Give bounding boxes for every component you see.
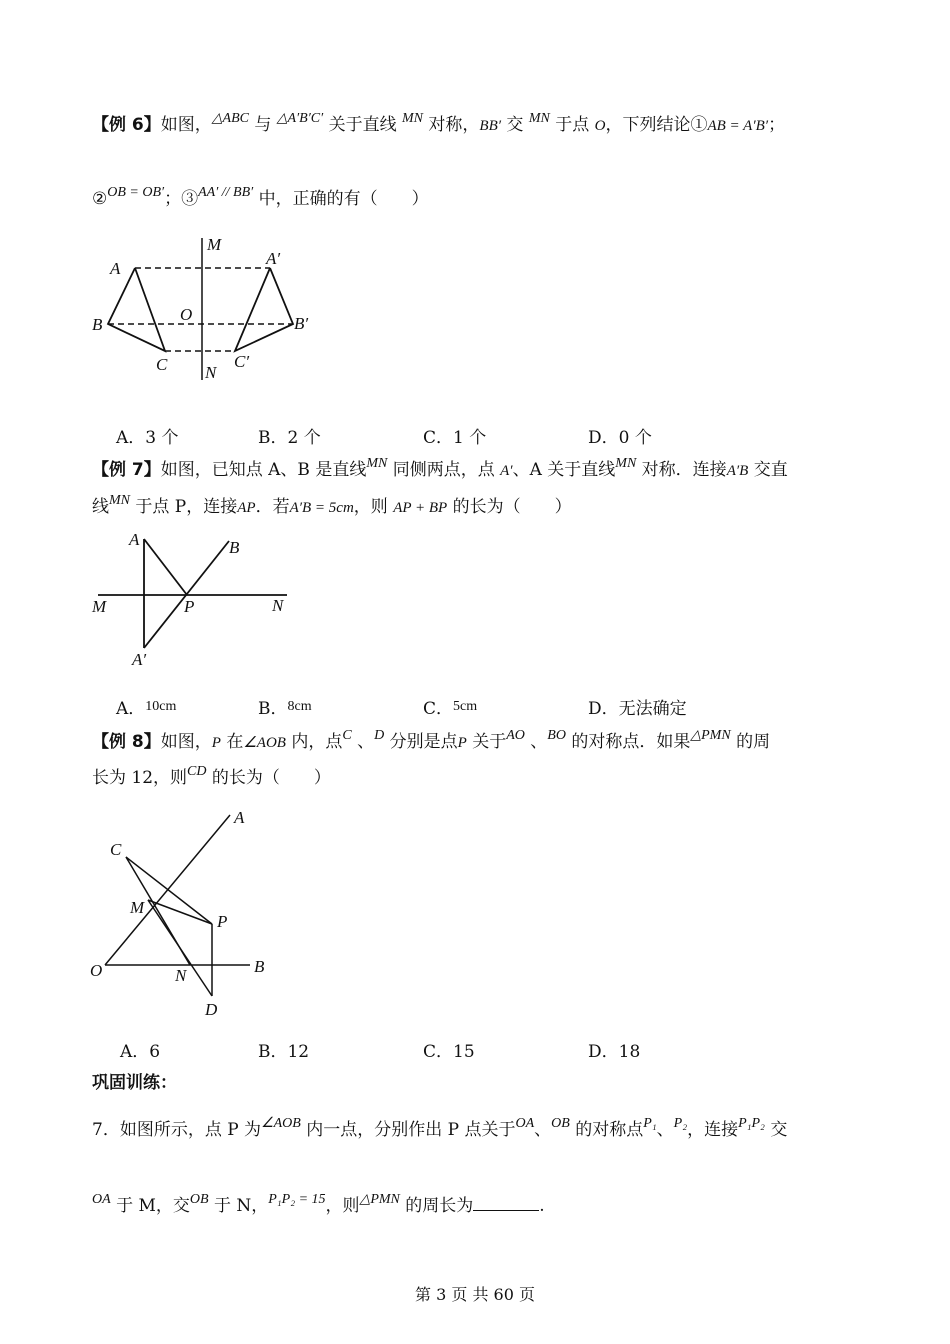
text: 关于直线 bbox=[323, 115, 402, 135]
ex6-label: 【例 6】 bbox=[92, 115, 161, 135]
label-N: N bbox=[272, 596, 284, 615]
math: △A′B′C′ bbox=[276, 111, 324, 126]
math: OA bbox=[515, 1116, 535, 1131]
math: P bbox=[457, 735, 467, 751]
text: 在 bbox=[220, 732, 244, 752]
text: 中，正确的有（ ） bbox=[253, 189, 429, 209]
option-letter: C． bbox=[423, 699, 454, 719]
math: OB bbox=[551, 1116, 570, 1131]
ex6-option-a: A．3 个 bbox=[116, 428, 179, 448]
option-value: 5cm bbox=[453, 699, 478, 714]
math: MN bbox=[528, 111, 550, 126]
text: 的长为（ ） bbox=[206, 768, 331, 788]
consolidate-heading: 巩固训练： bbox=[92, 1073, 177, 1093]
q7-line-1 bbox=[92, 1117, 787, 1145]
text: ，连接 bbox=[687, 1120, 739, 1140]
text: 如图， bbox=[160, 732, 212, 752]
math: P₁P₂ bbox=[738, 1116, 765, 1131]
ex7-option-b bbox=[258, 694, 312, 719]
math: AP bbox=[237, 500, 256, 516]
text: 的对称点．如果 bbox=[565, 732, 691, 752]
text: 于点 bbox=[549, 115, 595, 135]
math: △ABC bbox=[211, 111, 249, 126]
ex8-label: 【例 8】 bbox=[92, 732, 161, 752]
math: ∠AOB bbox=[243, 735, 286, 751]
text: ； bbox=[768, 115, 786, 135]
math: CD bbox=[187, 764, 207, 779]
text: 于点 P，连接 bbox=[130, 497, 238, 517]
math: MN bbox=[615, 456, 637, 471]
math: BO bbox=[547, 728, 566, 743]
text: 对称， bbox=[423, 115, 480, 135]
math: D bbox=[374, 728, 385, 743]
math: AO bbox=[506, 728, 525, 743]
math: OA bbox=[92, 1192, 111, 1207]
math: △PMN bbox=[690, 728, 731, 743]
ex7-line-2 bbox=[92, 494, 572, 522]
label-A: A bbox=[110, 259, 121, 278]
option-letter: D． bbox=[588, 699, 619, 719]
ex8-option-d: D．18 bbox=[588, 1042, 641, 1062]
label-A: A bbox=[129, 530, 140, 549]
option-letter: B． bbox=[258, 699, 288, 719]
text: ．若 bbox=[255, 497, 290, 517]
text: 的周 bbox=[730, 732, 771, 752]
ex6-option-b: B．2 个 bbox=[258, 428, 321, 448]
label-B: B bbox=[254, 957, 265, 976]
text: 的周长为 bbox=[399, 1196, 474, 1216]
text: ，下列结论① bbox=[605, 115, 708, 135]
math: MN bbox=[402, 111, 423, 126]
math: AP + BP bbox=[393, 500, 448, 516]
label-C-prime: C′ bbox=[234, 352, 250, 371]
ex7-option-a bbox=[116, 694, 176, 719]
label-A: A bbox=[234, 808, 245, 827]
label-D: D bbox=[205, 1000, 218, 1019]
ex6-line-1 bbox=[92, 112, 785, 140]
math: OB = OB′ bbox=[107, 185, 165, 200]
text: 内，点 bbox=[285, 732, 343, 752]
text: ；③ bbox=[164, 189, 199, 209]
math: AA′ // BB′ bbox=[198, 185, 254, 200]
label-A-prime: A′ bbox=[266, 249, 281, 268]
text: ，则 bbox=[353, 497, 394, 517]
text: 7．如图所示，点 P 为 bbox=[92, 1120, 262, 1140]
math: △PMN bbox=[359, 1192, 400, 1207]
text: 对称．连接 bbox=[636, 460, 727, 480]
text: 如图， bbox=[160, 115, 212, 135]
text: 于 M，交 bbox=[110, 1196, 190, 1216]
math: AB = A′B′ bbox=[707, 118, 769, 134]
text: . bbox=[539, 1196, 545, 1216]
text: 关于 bbox=[466, 732, 507, 752]
text: 的对称点 bbox=[569, 1120, 644, 1140]
text: 、A 关于直线 bbox=[512, 460, 616, 480]
text: 交直 bbox=[748, 460, 788, 480]
math: A′ bbox=[500, 463, 513, 479]
text: 内一点，分别作出 P 点关于 bbox=[300, 1120, 516, 1140]
math: P bbox=[211, 735, 221, 751]
label-M: M bbox=[130, 898, 145, 917]
ex8-option-b: B．12 bbox=[258, 1042, 310, 1062]
math: A′B = 5cm bbox=[289, 500, 354, 516]
math: P₂ bbox=[673, 1116, 688, 1131]
ex8-option-c: C．15 bbox=[423, 1042, 475, 1062]
ex7-label: 【例 7】 bbox=[92, 460, 161, 480]
label-M: M bbox=[207, 235, 222, 254]
label-O: O bbox=[180, 305, 193, 324]
math: O bbox=[594, 118, 606, 134]
text: 长为 12，则 bbox=[92, 768, 188, 788]
page-footer: 第 3 页 共 60 页 bbox=[415, 1285, 535, 1304]
math: ∠AOB bbox=[261, 1116, 301, 1131]
math: A′B bbox=[726, 463, 749, 479]
text: ，则 bbox=[325, 1196, 360, 1216]
option-value: 10cm bbox=[145, 699, 177, 714]
ex6-option-d: D．0 个 bbox=[588, 428, 652, 448]
label-P: P bbox=[184, 597, 195, 616]
label-B: B bbox=[229, 538, 240, 557]
math: BB′ bbox=[479, 118, 502, 134]
label-N: N bbox=[175, 966, 187, 985]
text: 与 bbox=[248, 115, 277, 135]
text: 于 N， bbox=[208, 1196, 269, 1216]
math: C bbox=[342, 728, 352, 743]
ex7-option-d bbox=[588, 694, 687, 719]
label-B-prime: B′ bbox=[294, 314, 309, 333]
text: 如图，已知点 A、B 是直线 bbox=[160, 460, 367, 480]
math: OB bbox=[189, 1192, 209, 1207]
label-C: C bbox=[156, 355, 168, 374]
ex6-figure bbox=[90, 230, 330, 390]
ex8-line-1 bbox=[92, 729, 770, 757]
ex6-option-c: C．1 个 bbox=[423, 428, 487, 448]
text: 交 bbox=[764, 1120, 788, 1140]
text: 、 bbox=[656, 1120, 674, 1140]
ex7-line-1 bbox=[92, 457, 788, 485]
text: 的长为（ ） bbox=[447, 497, 572, 517]
ex7-figure bbox=[92, 530, 302, 670]
text: 、 bbox=[524, 732, 548, 752]
label-O: O bbox=[90, 961, 103, 980]
text: 同侧两点，点 bbox=[387, 460, 501, 480]
label-A-prime: A′ bbox=[132, 650, 147, 669]
ex7-option-c bbox=[423, 694, 477, 719]
text: ② bbox=[92, 189, 108, 209]
label-P: P bbox=[217, 912, 228, 931]
label-C: C bbox=[110, 840, 122, 859]
label-B: B bbox=[92, 315, 103, 334]
answer-blank[interactable] bbox=[473, 1194, 539, 1211]
text: 、 bbox=[351, 732, 375, 752]
ex8-option-a: A．6 bbox=[120, 1042, 161, 1062]
option-value: 无法确定 bbox=[618, 699, 687, 719]
math: P₁ bbox=[643, 1116, 657, 1131]
q7-line-2 bbox=[92, 1193, 545, 1221]
text: 、 bbox=[534, 1120, 552, 1140]
ex6-line-2 bbox=[92, 186, 429, 214]
ex8-figure bbox=[88, 805, 288, 1020]
ex8-line-2 bbox=[92, 765, 331, 793]
text: 交 bbox=[501, 115, 529, 135]
option-letter: A． bbox=[116, 699, 146, 719]
label-N: N bbox=[205, 363, 217, 382]
math: MN bbox=[366, 456, 388, 471]
option-value: 8cm bbox=[287, 699, 312, 714]
text: 分别是点 bbox=[384, 732, 458, 752]
math: MN bbox=[109, 493, 130, 508]
math: P₁P₂ = 15 bbox=[268, 1192, 326, 1207]
text: 线 bbox=[92, 497, 109, 517]
label-M: M bbox=[92, 597, 107, 616]
